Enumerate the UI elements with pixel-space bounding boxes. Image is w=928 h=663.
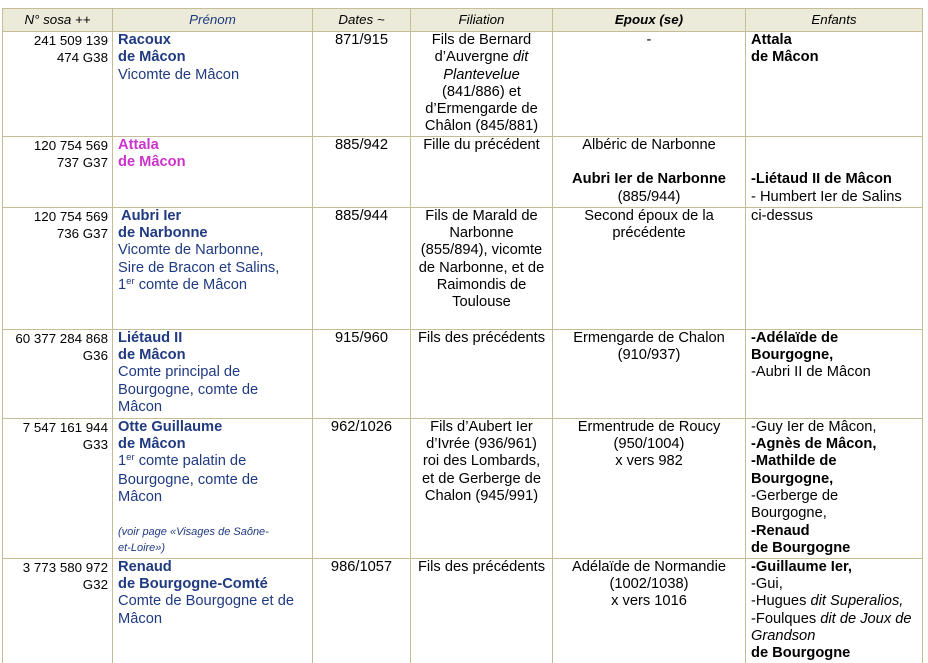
spouse-line: -: [646, 32, 652, 48]
sosa-line: G32: [82, 577, 108, 593]
person-name: Racoux: [118, 32, 171, 48]
prenom-cell: [113, 207, 313, 329]
person-name: Aubri Ier: [121, 207, 182, 224]
epoux-cell: [553, 207, 746, 329]
filiation-cell: [411, 418, 553, 558]
filiation-line: Fille du précédent: [423, 136, 540, 153]
sosa-line: 3 773 580 972: [22, 559, 108, 575]
ordinal-suffix: er: [126, 452, 135, 464]
blank-line: [751, 137, 922, 154]
person-title: Sire de Bracon et Salins,: [118, 259, 280, 276]
epoux-cell: [553, 136, 746, 207]
sosa-cell: [3, 329, 113, 418]
child-line: Grandson: [751, 627, 816, 644]
ordinal-number: 1: [118, 276, 127, 293]
filiation-cell: [411, 558, 553, 662]
person-name: Liétaud II: [118, 329, 183, 346]
date-range: 885/944: [335, 207, 388, 224]
epoux-cell: [553, 32, 746, 137]
dates-cell: [313, 558, 411, 662]
prenom-cell: [113, 329, 313, 418]
enfants-cell: [746, 136, 923, 207]
table-row: [3, 418, 923, 558]
filiation-line: de Narbonne, et de: [418, 259, 545, 276]
blank-line: [751, 154, 922, 171]
epoux-cell: [553, 418, 746, 558]
filiation-line: [411, 49, 552, 66]
spouse-line: Albéric de Narbonne: [582, 136, 716, 153]
spouse-line: Second époux de la: [584, 207, 714, 224]
filiation-cell: [411, 207, 553, 329]
sosa-line: 120 754 569: [33, 208, 108, 224]
header-filiation: Filiation: [411, 9, 553, 32]
spouse-line: Ermengarde de Chalon: [573, 329, 725, 346]
date-range: 915/960: [335, 329, 388, 346]
child-line: -Adélaïde de: [751, 329, 839, 346]
header-dates: Dates ~: [313, 9, 411, 32]
child-line: [751, 593, 922, 610]
sosa-cell: [3, 32, 113, 137]
person-title: Comte de Bourgogne et de: [118, 593, 294, 610]
sosa-cell: [3, 136, 113, 207]
person-title: Bourgogne, comte de: [118, 471, 259, 488]
child-line: de Bourgogne: [751, 539, 851, 556]
date-range: 885/942: [335, 136, 388, 153]
dates-cell: [313, 418, 411, 558]
child-line: -Agnès de Mâcon,: [751, 436, 877, 453]
title-text: comte de Mâcon: [138, 276, 248, 293]
table-row: [3, 32, 923, 137]
sosa-line: G33: [82, 437, 108, 453]
child-line: -Renaud: [751, 522, 810, 539]
person-title: Mâcon: [118, 398, 162, 415]
child-line: de Mâcon: [751, 49, 819, 66]
sosa-cell: [3, 207, 113, 329]
filiation-line: roi des Lombards,: [422, 453, 541, 470]
sosa-line: G36: [82, 348, 108, 364]
person-name: de Narbonne: [118, 225, 208, 242]
person-name: Renaud: [118, 558, 172, 575]
child-line: ci-dessus: [751, 207, 813, 224]
person-title: Vicomte de Narbonne,: [118, 242, 264, 259]
person-title: [118, 277, 312, 295]
sosa-line: 474 G38: [56, 50, 108, 66]
child-text: -Hugues: [751, 593, 807, 610]
prenom-cell: [113, 136, 313, 207]
epoux-cell: [553, 329, 746, 418]
date-range: 871/915: [335, 32, 388, 48]
table-row: [3, 558, 923, 662]
sosa-cell: [3, 558, 113, 662]
spouse-line: Aubri Ier de Narbonne: [572, 171, 726, 188]
spouse-line: Ermentrude de Roucy: [577, 418, 721, 435]
person-name: de Mâcon: [118, 154, 186, 171]
child-line: -Guy Ier de Mâcon,: [751, 418, 877, 435]
date-range: 986/1057: [330, 558, 393, 575]
person-title: Bourgogne, comte de: [118, 381, 259, 398]
enfants-cell: [746, 329, 923, 418]
child-line: -Gui,: [751, 576, 783, 593]
spouse-line: (1002/1038): [609, 576, 689, 593]
filiation-line: Raimondis de: [436, 276, 527, 293]
header-sosa: N° sosa ++: [3, 9, 113, 32]
child-text: dit Superalios,: [810, 593, 904, 610]
person-name: de Bourgogne-Comté: [118, 576, 268, 593]
person-name: de Mâcon: [118, 347, 186, 364]
filiation-line: Chalon (945/991): [424, 487, 539, 504]
filiation-line: Fils de Marald de: [425, 207, 538, 224]
filiation-line: Châlon (845/881): [424, 118, 539, 135]
filiation-cell: [411, 32, 553, 137]
enfants-cell: [746, 418, 923, 558]
child-line: Bourgogne,: [751, 347, 834, 364]
header-epoux: Epoux (se): [553, 9, 746, 32]
filiation-line: Toulouse: [452, 294, 511, 311]
sosa-line: 60 377 284 868: [15, 330, 108, 346]
dates-cell: [313, 136, 411, 207]
spouse-line: (950/1004): [613, 436, 685, 453]
child-line: Bourgogne,: [751, 470, 834, 487]
table-row: [3, 136, 923, 207]
dates-cell: [313, 207, 411, 329]
sosa-line: 737 G37: [56, 155, 108, 171]
filiation-line: Narbonne: [449, 225, 514, 242]
spouse-line: (910/937): [617, 347, 681, 364]
filiation-line: Fils de Bernard: [431, 32, 532, 48]
source-note: (voir page «Visages de Saône-: [118, 525, 269, 538]
filiation-line: Plantevelue: [443, 66, 520, 83]
dates-cell: [313, 32, 411, 137]
sosa-line: 736 G37: [56, 226, 108, 242]
filiation-line: d’Ermengarde de: [425, 101, 538, 118]
enfants-cell: [746, 207, 923, 329]
sosa-line: 241 509 139: [33, 33, 108, 48]
dates-cell: [313, 329, 411, 418]
child-line: [751, 611, 922, 628]
enfants-cell: [746, 32, 923, 137]
person-title: Vicomte de Mâcon: [118, 66, 240, 83]
table-row: [3, 207, 923, 329]
filiation-cell: [411, 329, 553, 418]
filiation-text: d’Auvergne: [434, 49, 509, 66]
ordinal-suffix: er: [126, 275, 135, 287]
child-text: -Foulques: [751, 610, 817, 627]
child-line: -Gerberge de: [751, 487, 839, 504]
genealogy-table: [2, 8, 923, 663]
sosa-line: 120 754 569: [33, 137, 108, 153]
spouse-line: x vers 1016: [611, 593, 687, 610]
child-line: -Aubri II de Mâcon: [751, 364, 871, 381]
enfants-cell: [746, 558, 923, 662]
ordinal-number: 1: [118, 453, 127, 470]
prenom-cell: [113, 32, 313, 137]
child-text: dit de Joux de: [820, 610, 912, 627]
spouse-line: précédente: [612, 225, 686, 242]
child-line: -Liétaud II de Mâcon: [751, 171, 892, 188]
person-title: [118, 453, 312, 471]
sosa-line: 7 547 161 944: [22, 419, 108, 435]
header-row: [3, 9, 923, 32]
blank-line: [553, 154, 745, 171]
child-line: de Bourgogne: [751, 645, 851, 662]
filiation-line: (855/894), vicomte: [420, 242, 543, 259]
filiation-line: Fils des précédents: [417, 558, 546, 575]
person-name: Otte Guillaume: [118, 418, 223, 435]
epoux-cell: [553, 558, 746, 662]
child-line: Attala: [751, 32, 792, 48]
filiation-line: Fils des précédents: [417, 329, 546, 346]
header-enfants: Enfants: [746, 9, 923, 32]
blank-line: [118, 506, 312, 523]
spouse-line: (885/944): [617, 188, 681, 205]
header-prenom: Prénom: [113, 9, 313, 32]
child-line: -Mathilde de: [751, 453, 837, 470]
person-title: Mâcon: [118, 488, 162, 505]
filiation-line: et de Gerberge de: [422, 470, 541, 487]
title-text: comte palatin de: [138, 453, 247, 470]
date-range: 962/1026: [330, 418, 393, 435]
sosa-cell: [3, 418, 113, 558]
prenom-cell: [113, 418, 313, 558]
filiation-line: Fils d’Aubert Ier: [430, 418, 533, 435]
child-line: -Guillaume Ier,: [751, 558, 852, 575]
child-line: - Humbert Ier de Salins: [751, 188, 902, 205]
child-line: Bourgogne,: [751, 505, 827, 522]
person-name: de Mâcon: [118, 49, 186, 66]
spouse-line: Adélaïde de Normandie: [572, 558, 726, 575]
prenom-cell: [113, 558, 313, 662]
source-note: et-Loire»): [118, 541, 166, 554]
table-row: [3, 329, 923, 418]
filiation-cell: [411, 136, 553, 207]
filiation-line: d’Ivrée (936/961): [426, 436, 537, 453]
person-title: Mâcon: [118, 610, 162, 627]
person-name: Attala: [118, 136, 159, 153]
spouse-line: x vers 982: [615, 453, 683, 470]
filiation-text: dit: [512, 49, 529, 66]
person-name: de Mâcon: [118, 436, 186, 453]
person-title: Comte principal de: [118, 364, 241, 381]
filiation-line: (841/886) et: [441, 83, 522, 100]
